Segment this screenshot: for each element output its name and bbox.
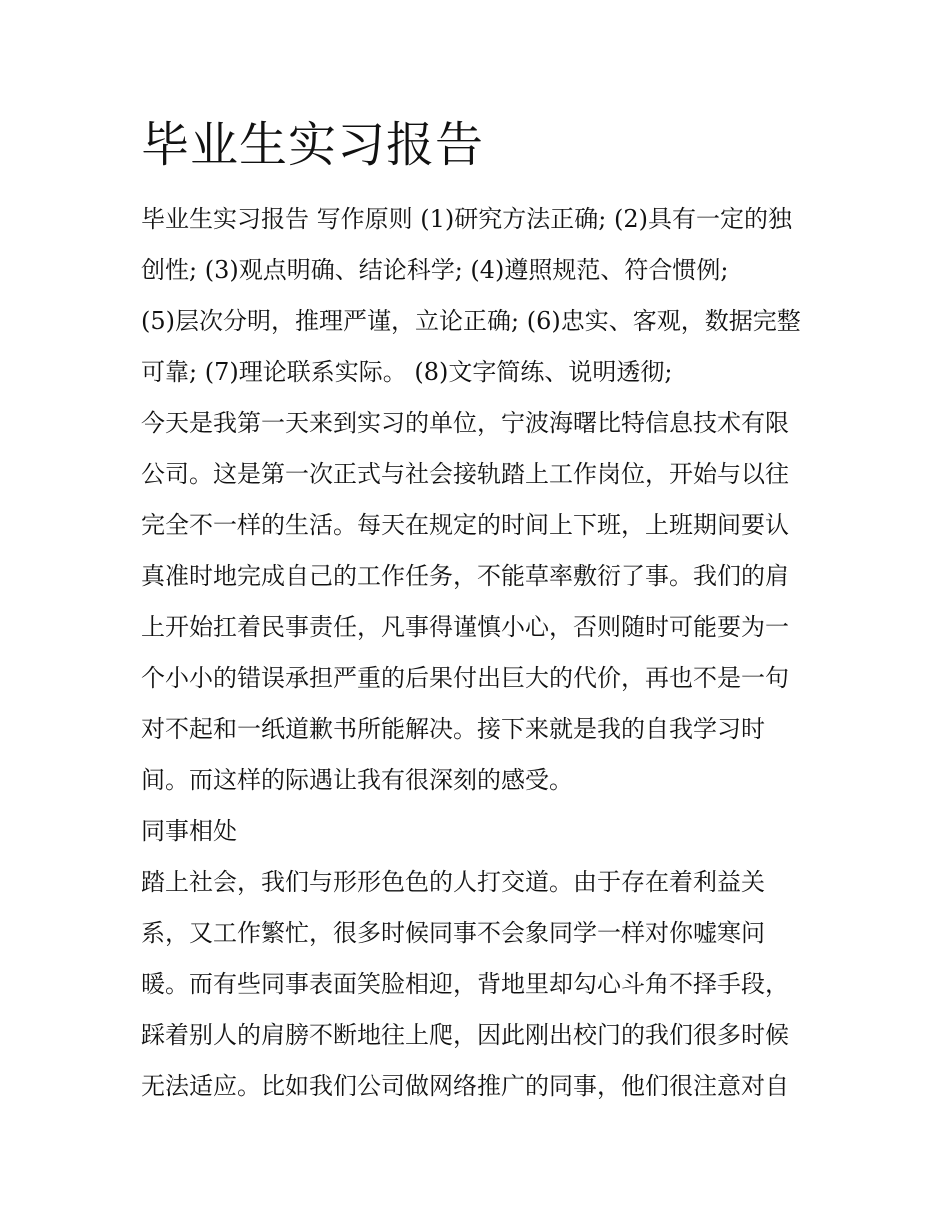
paragraph-writing-principles: [141, 194, 821, 398]
paragraph-colleagues: [141, 857, 821, 1112]
text-line: 系，又工作繁忙，很多时候同事不会象同学一样对你嘘寒问: [141, 919, 765, 947]
text-line: 对不起和一纸道歉书所能解决。接下来就是我的自我学习时: [141, 715, 765, 743]
text-line: 创性; (3)观点明确、结论科学; (4)遵照规范、符合惯例;: [141, 256, 729, 284]
text-line: 毕业生实习报告 写作原则 (1)研究方法正确; (2)具有一定的独: [141, 205, 792, 233]
document-page: [141, 112, 821, 1112]
section-heading-colleagues: [141, 806, 821, 857]
text-line: 真准时地完成自己的工作任务，不能草率敷衍了事。我们的肩: [141, 562, 789, 590]
text-line: 公司。这是第一次正式与社会接轨踏上工作岗位，开始与以往: [141, 460, 789, 488]
text-line: 个小小的错误承担严重的后果付出巨大的代价，再也不是一句: [141, 664, 789, 692]
text-line: 完全不一样的生活。每天在规定的时间上下班，上班期间要认: [141, 511, 789, 539]
text-line: 上开始扛着民事责任，凡事得谨慎小心，否则随时可能要为一: [141, 613, 789, 641]
text-line: 踩着别人的肩膀不断地往上爬，因此刚出校门的我们很多时候: [141, 1021, 789, 1049]
text-line: 暖。而有些同事表面笑脸相迎，背地里却勾心斗角不择手段，: [141, 970, 789, 998]
document-title: 毕业生实习报告: [141, 117, 485, 173]
text-line: (5)层次分明，推理严谨，立论正确; (6)忠实、客观，数据完整: [141, 307, 801, 335]
text-line: 同事相处: [141, 817, 237, 845]
text-line: 今天是我第一天来到实习的单位，宁波海曙比特信息技术有限: [141, 409, 789, 437]
text-line: 间。而这样的际遇让我有很深刻的感受。: [141, 766, 573, 794]
paragraph-first-day: [141, 398, 821, 806]
text-line: 无法适应。比如我们公司做网络推广的同事，他们很注意对自: [141, 1072, 789, 1100]
text-line: 踏上社会，我们与形形色色的人打交道。由于存在着利益关: [141, 868, 765, 896]
text-line: 可靠; (7)理论联系实际。 (8)文字简练、说明透彻;: [141, 358, 673, 386]
